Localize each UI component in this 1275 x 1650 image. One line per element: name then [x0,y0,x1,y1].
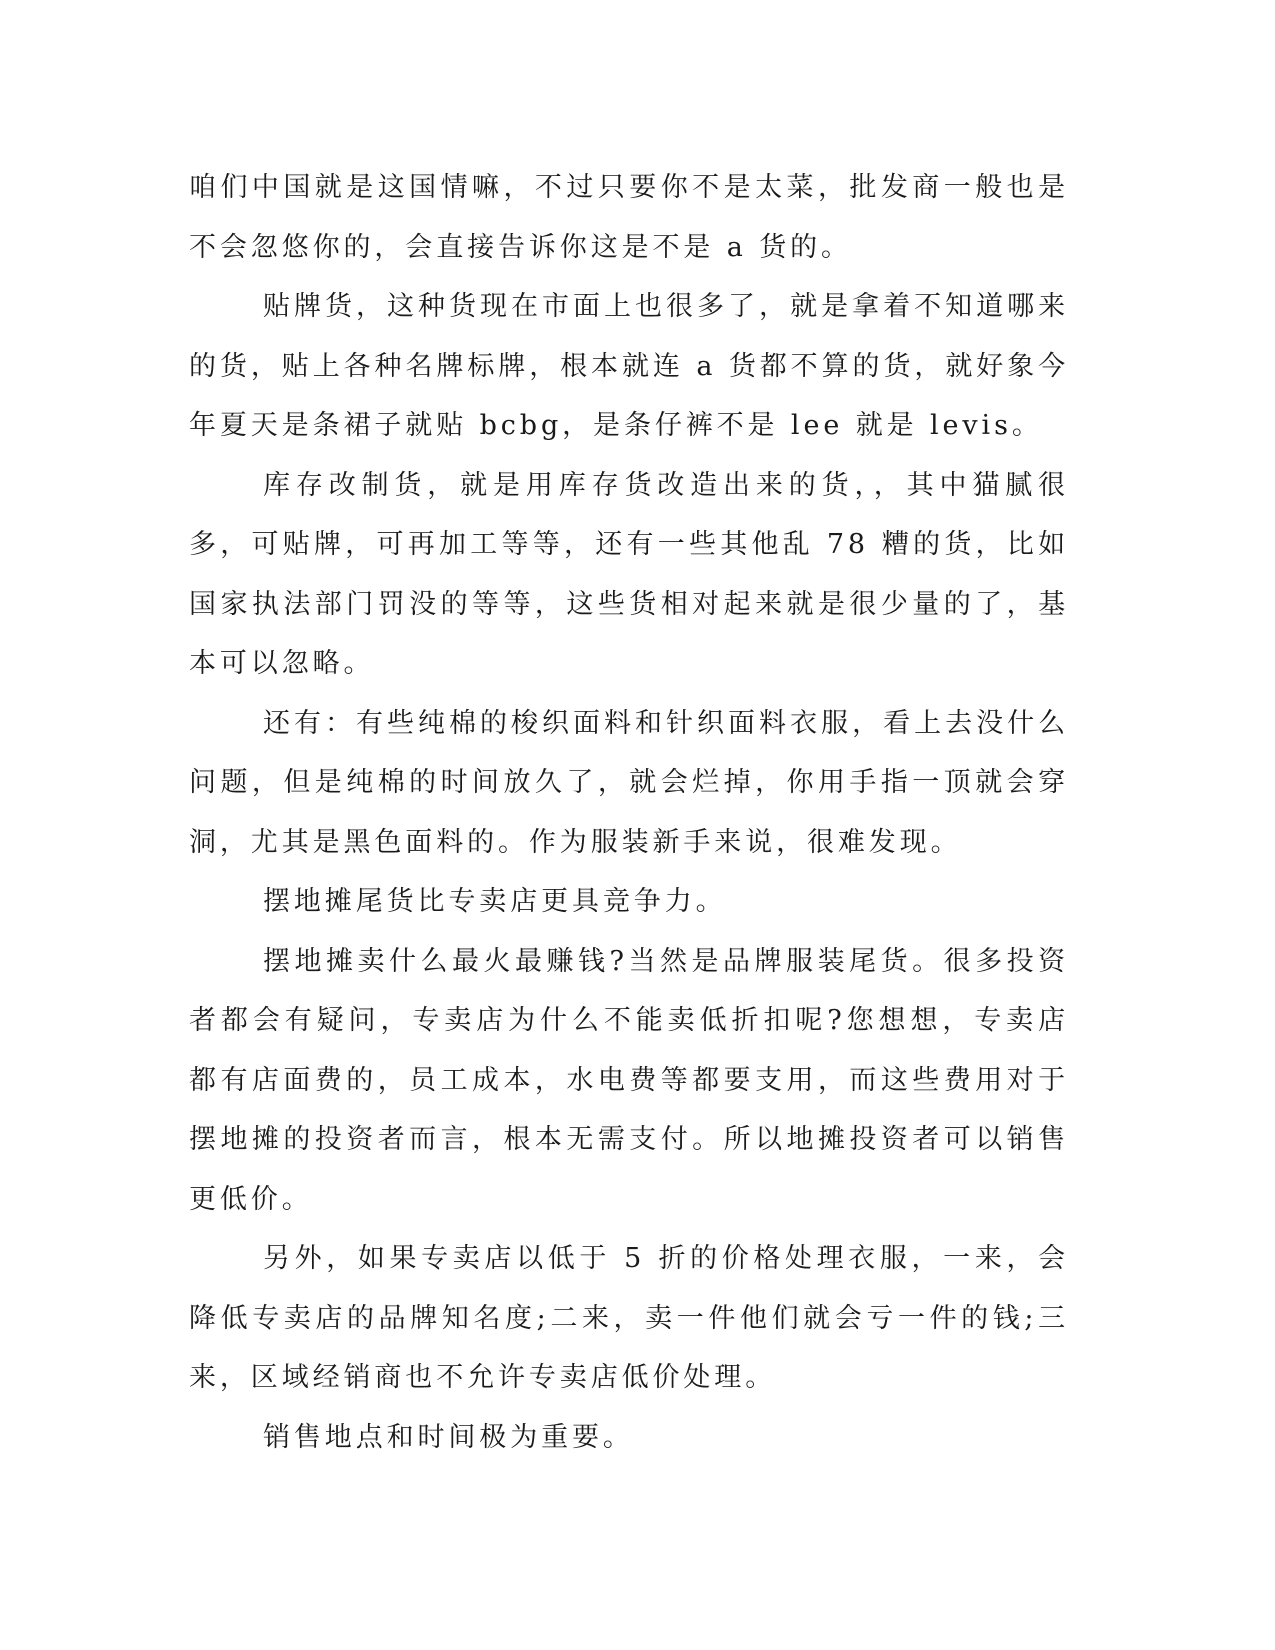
paragraph: 贴牌货，这种货现在市面上也很多了，就是拿着不知道哪来的货，贴上各种名牌标牌，根本就连 a 货都不算的货，就好象今年夏天是条裙子就贴 bcbg，是条仔裤不是 lee 就是 levis。 [189,291,1069,441]
paragraph: 销售地点和时间极为重要。 [263,1421,634,1453]
paragraph: 摆地摊尾货比专卖店更具竞争力。 [263,886,727,917]
paragraph: 另外，如果专卖店以低于 5 折的价格处理衣服，一来，会降低专卖店的品牌知名度;二来，卖一件他们就会亏一件的钱;三来，区域经销商也不允许专卖店低价处理。 [189,1243,1069,1393]
paragraph: 还有：有些纯棉的梭织面料和针织面料衣服，看上去没什么问题，但是纯棉的时间放久了，就会烂掉，你用手指一顶就会穿洞，尤其是黑色面料的。作为服装新手来说，很难发现。 [189,707,1069,858]
paragraph: 库存改制货，就是用库存货改造出来的货，，其中猫腻很多，可贴牌，可再加工等等，还有一些其他乱 78 糟的货，比如国家执法部门罚没的等等，这些货相对起来就是很少量的了，基本可以忽略。 [189,469,1069,679]
paragraph: 咱们中国就是这国情嘛，不过只要你不是太菜，批发商一般也是不会忽悠你的，会直接告诉你这是不是 a 货的。 [189,172,1069,263]
document-body [189,158,1069,1467]
paragraph: 摆地摊卖什么最火最赚钱?当然是品牌服装尾货。很多投资者都会有疑问，专卖店为什么不能卖低折扣呢?您想想，专卖店都有店面费的，员工成本，水电费等都要支用，而这些费用对于摆地摊的投资者而言，根本无需支付。所以地摊投资者可以销售更低价。 [189,945,1069,1215]
